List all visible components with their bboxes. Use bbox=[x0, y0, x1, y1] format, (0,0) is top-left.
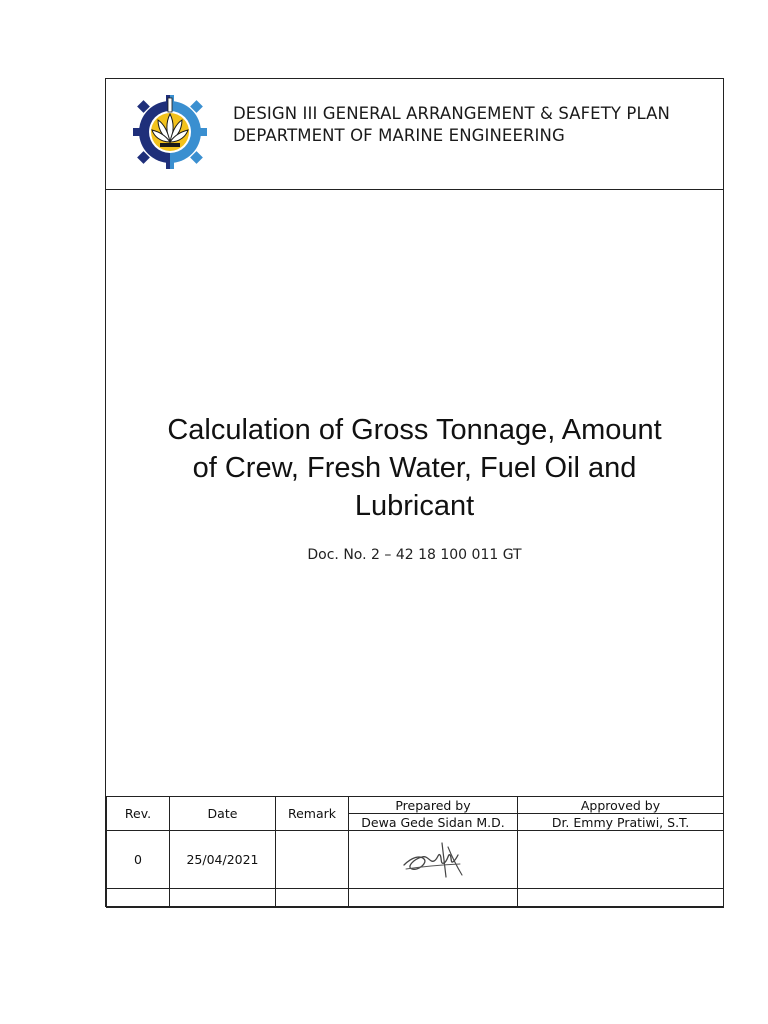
university-logo bbox=[130, 92, 210, 172]
title-line-2: of Crew, Fresh Water, Fuel Oil and bbox=[192, 452, 637, 484]
header-text bbox=[233, 103, 670, 147]
empty-cell bbox=[107, 889, 170, 908]
empty-cell bbox=[349, 889, 518, 908]
revision-header-row bbox=[107, 797, 724, 814]
rev-value: 0 bbox=[107, 831, 170, 889]
header-department: DEPARTMENT OF MARINE ENGINEERING bbox=[233, 126, 565, 145]
prepared-by-header: Prepared by bbox=[349, 797, 518, 814]
document-frame bbox=[105, 78, 724, 907]
document-number: Doc. No. 2 – 42 18 100 011 GT bbox=[307, 547, 522, 563]
date-value: 25/04/2021 bbox=[170, 831, 276, 889]
rev-header: Rev. bbox=[107, 797, 170, 831]
remark-header: Remark bbox=[276, 797, 349, 831]
approver-signature-cell bbox=[518, 831, 724, 889]
preparer-signature bbox=[398, 835, 468, 881]
document-title bbox=[106, 411, 723, 525]
title-line-3: Lubricant bbox=[354, 490, 475, 522]
document-header bbox=[106, 79, 723, 190]
revision-table bbox=[106, 796, 724, 908]
preparer-signature-cell bbox=[349, 831, 518, 889]
table-row bbox=[107, 831, 724, 889]
empty-cell bbox=[518, 889, 724, 908]
date-header: Date bbox=[170, 797, 276, 831]
approved-by-header: Approved by bbox=[518, 797, 724, 814]
header-course-title: DESIGN III GENERAL ARRANGEMENT & SAFETY PLAN bbox=[233, 104, 670, 123]
empty-cell bbox=[170, 889, 276, 908]
remark-value bbox=[276, 831, 349, 889]
approver-name: Dr. Emmy Pratiwi, S.T. bbox=[518, 814, 724, 831]
title-line-1: Calculation of Gross Tonnage, Amount bbox=[167, 414, 662, 446]
preparer-name: Dewa Gede Sidan M.D. bbox=[349, 814, 518, 831]
table-row bbox=[107, 889, 724, 908]
empty-cell bbox=[276, 889, 349, 908]
